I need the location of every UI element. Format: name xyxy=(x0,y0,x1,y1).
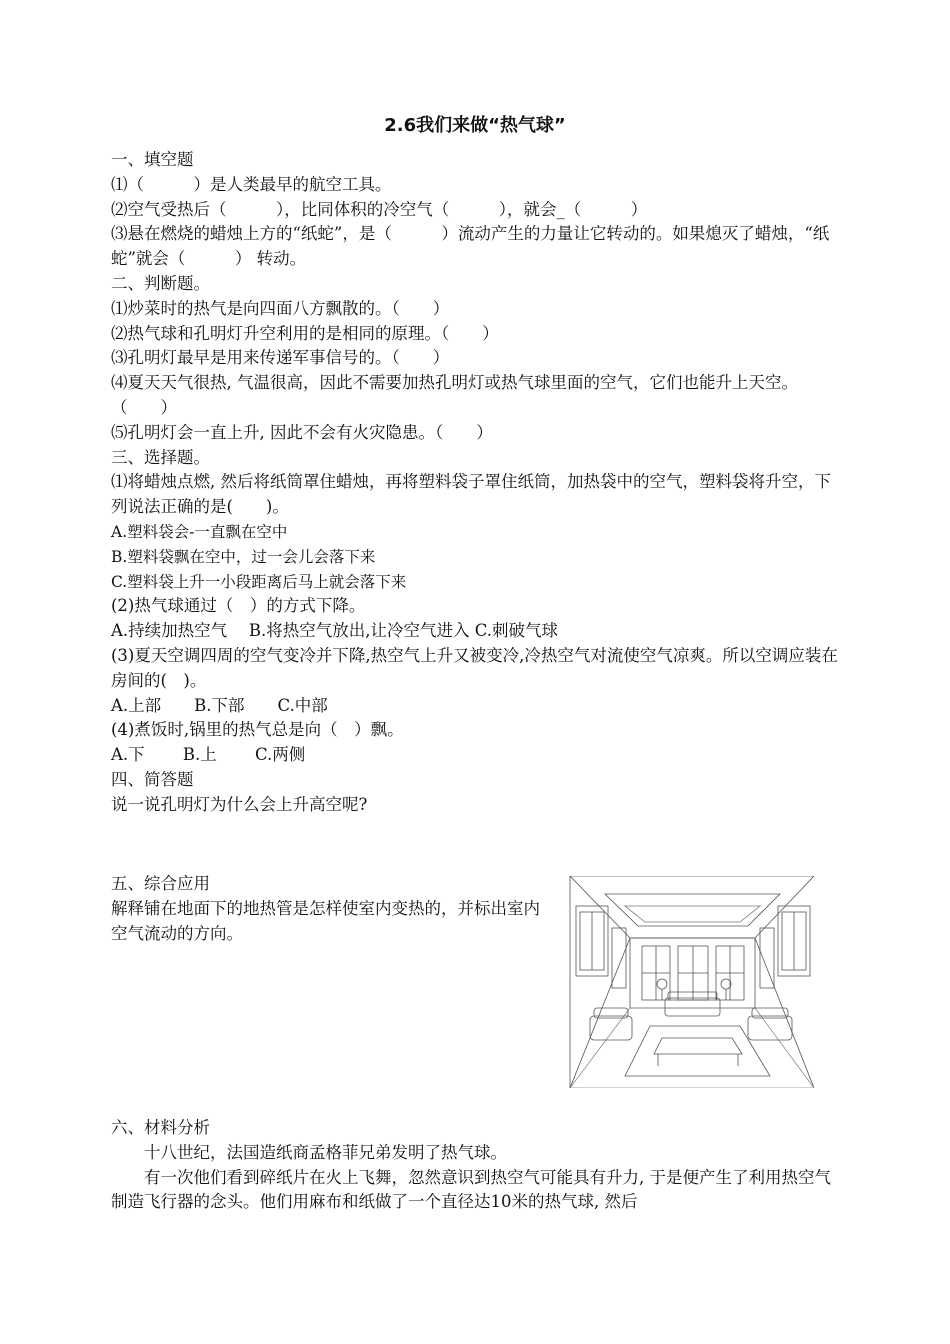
page-title: 2.6我们来做“热气球” xyxy=(384,115,566,136)
judge-question-1: ⑴炒菜时的热气是向四面八方飘散的。（ ） xyxy=(111,298,450,318)
section-heading-judge: 二、判断题。 xyxy=(111,273,210,293)
choice-question-1: ⑴将蜡烛点燃, 然后将纸筒罩住蜡烛，再将塑料袋子罩住纸筒，加热袋中的空气，塑料袋将升空，下列说法正确的是( )。 xyxy=(111,472,831,517)
judge-question-2: ⑵热气球和孔明灯升空利用的是相同的原理。（ ） xyxy=(111,323,499,343)
choice-option: C.塑料袋上升一小段距离后马上就会落下来 xyxy=(111,572,407,591)
questions-block xyxy=(111,148,841,818)
material-paragraph-1: 十八世纪，法国造纸商孟格菲兄弟发明了热气球。 xyxy=(144,1142,507,1162)
short-answer-question: 说一说孔明灯为什么会上升高空呢? xyxy=(111,794,368,814)
section-comprehensive xyxy=(111,872,556,946)
room-illustration xyxy=(569,876,814,1088)
fill-question-3: ⑶悬在燃烧的蜡烛上方的“纸蛇”，是（ ）流动产生的力量让它转动的。如果熄灭了蜡烛，“纸蛇”就会（ ） 转动。 xyxy=(111,224,830,269)
fill-question-1: ⑴（ ）是人类最早的航空工具。 xyxy=(111,174,392,194)
room-drawing xyxy=(570,876,814,1088)
section-heading-material: 六、材料分析 xyxy=(111,1118,210,1137)
section-material xyxy=(111,1116,841,1215)
choice-option: A.塑料袋会-一直飘在空中 xyxy=(111,522,288,541)
judge-question-3: ⑶孔明灯最早是用来传递军事信号的。（ ） xyxy=(111,348,450,368)
choice-options: A.下 B.上 C.两侧 xyxy=(111,745,306,765)
comprehensive-question: 解释铺在地面下的地热管是怎样使室内变热的，并标出室内空气流动的方向。 xyxy=(111,898,540,943)
choice-question-3: (3)夏天空调四周的空气变冷并下降,热空气上升又被变冷,冷热空气对流使空气凉爽。所以空调应装在房间的( )。 xyxy=(111,645,838,690)
fill-question-2: ⑵空气受热后（ ），比同体积的冷空气（ ），就会_（ ） xyxy=(111,199,648,219)
choice-option: B.塑料袋飘在空中，过一会儿会落下来 xyxy=(111,547,376,566)
judge-question-5: ⑸孔明灯会一直上升, 因此不会有火灾隐患。（ ） xyxy=(111,422,493,442)
choice-question-2: (2)热气球通过（ ）的方式下降。 xyxy=(111,596,366,616)
section-heading-comprehensive: 五、综合应用 xyxy=(111,874,210,893)
section-heading-choice: 三、选择题。 xyxy=(111,447,210,467)
choice-options: A.持续加热空气 B.将热空气放出,让冷空气进入 C.刺破气球 xyxy=(111,621,559,641)
section-heading-short-answer: 四、简答题 xyxy=(111,769,194,789)
section-heading-fill: 一、填空题 xyxy=(111,150,194,169)
choice-question-4: (4)煮饭时,锅里的热气总是向（ ）飘。 xyxy=(111,720,404,740)
choice-options: A.上部 B.下部 C.中部 xyxy=(111,695,328,715)
material-paragraph-2: 有一次他们看到碎纸片在火上飞舞，忽然意识到热空气可能具有升力, 于是便产生了利用热空气制造飞行器的念头。他们用麻布和纸做了一个直径达10米的热气球, 然后 xyxy=(111,1167,831,1212)
judge-question-4: ⑷夏天天气很热, 气温很高，因此不需要加热孔明灯或热气球里面的空气，它们也能升上天空。 （ ） xyxy=(111,373,812,417)
